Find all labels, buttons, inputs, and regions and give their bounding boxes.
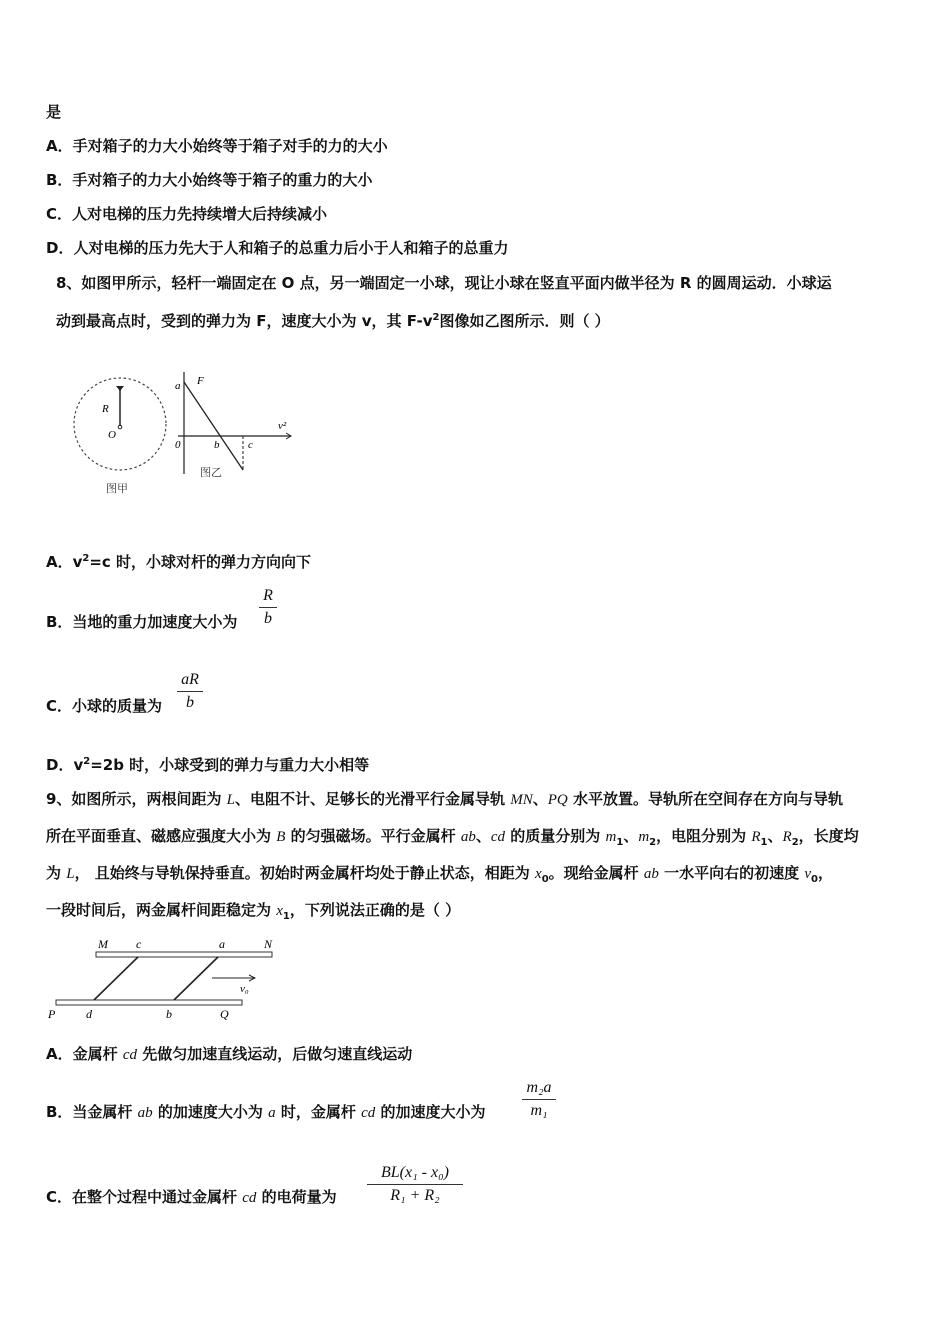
q9-stem-line1: 9、如图所示，两根间距为 L、电阻不计、足够长的光滑平行金属导轨 MN、PQ 水平放置。导轨所在空间存在方向与导轨 (46, 790, 843, 808)
rail-PQ (56, 1000, 242, 1005)
q8-figure-yi (170, 362, 300, 490)
label-c: c (136, 937, 142, 951)
label-b: b (166, 1007, 172, 1021)
q8-figure-jia (70, 368, 180, 498)
q9-stem-line3: 为 L， 且始终与导轨保持垂直。初始时两金属杆均处于静止状态，相距为 $x_0$。现给金属杆 ab 一水平向右的初速度 $v_0$， (46, 864, 834, 885)
caption-jia: 图甲 (106, 483, 128, 495)
q8-option-d: D．$v^2=2b$ 时，小球受到的弹力与重力大小相等 (46, 756, 370, 774)
label-b: b (214, 439, 220, 451)
label-Q: Q (220, 1007, 229, 1021)
label-P: P (48, 1007, 56, 1021)
q7-option-b: B．手对箱子的力大小始终等于箱子的重力的大小 (46, 171, 373, 189)
q8-option-b: B．当地的重力加速度大小为 (46, 613, 238, 631)
q7-option-d: D．人对电梯的压力先大于人和箱子的总重力后小于人和箱子的总重力 (46, 239, 509, 257)
q9-stem-line4: 一段时间后，两金属杆间距稳定为 $x_1$，下列说法正确的是（ ） (46, 901, 461, 922)
label-d: d (86, 1007, 92, 1021)
label-v2: v² (278, 420, 287, 432)
q8-stem-line1: 8、如图甲所示，轻杆一端固定在 O 点，另一端固定一小球，现让小球在竖直平面内做半径为 R 的圆周运动．小球运 (56, 274, 832, 292)
q7-option-c: C．人对电梯的压力先持续增大后持续减小 (46, 205, 328, 223)
q9-option-c: C．在整个过程中通过金属杆 cd 的电荷量为 (46, 1188, 337, 1206)
rail-MN (96, 952, 272, 957)
label-M: M (98, 937, 108, 951)
rod-cd (94, 957, 138, 1000)
q8-option-a: A．$v^2=c$ 时，小球对杆的弹力方向向下 (46, 553, 312, 571)
label-a: a (219, 937, 225, 951)
q8-option-c: C．小球的质量为 (46, 697, 163, 715)
q7-option-a: A．手对箱子的力大小始终等于箱子对手的力的大小 (46, 137, 388, 155)
label-v0: v₀ (240, 983, 249, 995)
q9-option-a: A．金属杆 cd 先做匀加速直线运动，后做匀速直线运动 (46, 1045, 413, 1063)
q9-option-b: B．当金属杆 ab 的加速度大小为 a 时，金属杆 cd 的加速度大小为 (46, 1103, 486, 1121)
q9-rail-figure (44, 934, 284, 1026)
q8-b-fraction: R b (259, 586, 277, 629)
q9-b-fraction: m₂a m₁ (522, 1078, 556, 1121)
q8-c-fraction: aR b (177, 670, 203, 713)
f-line (184, 382, 243, 470)
label-O: O (108, 429, 116, 441)
label-c: c (248, 439, 253, 451)
rod-ab (174, 957, 218, 1000)
label-a: a (175, 380, 181, 392)
label-F: F (197, 375, 204, 387)
q8-stem-line2: 动到最高点时，受到的弹力为 F，速度大小为 v，其 $F-v^2$图像如乙图所示．则（ ） (56, 312, 610, 330)
q9-stem-line2: 所在平面垂直、磁感应强度大小为 B 的匀强磁场。平行金属杆 ab、cd 的质量分别为 $m_1$、$m_2$，电阻分别为 $R_1$、$R_2$，长度均 (46, 827, 859, 848)
question-fragment: 是 (46, 103, 62, 121)
q9-c-fraction: BL(x₁ - x₀) R₁ + R₂ (367, 1163, 463, 1206)
label-R: R (102, 403, 109, 415)
label-0: 0 (175, 439, 181, 451)
label-N: N (264, 937, 273, 951)
ball (116, 386, 124, 391)
caption-yi: 图乙 (200, 467, 222, 479)
